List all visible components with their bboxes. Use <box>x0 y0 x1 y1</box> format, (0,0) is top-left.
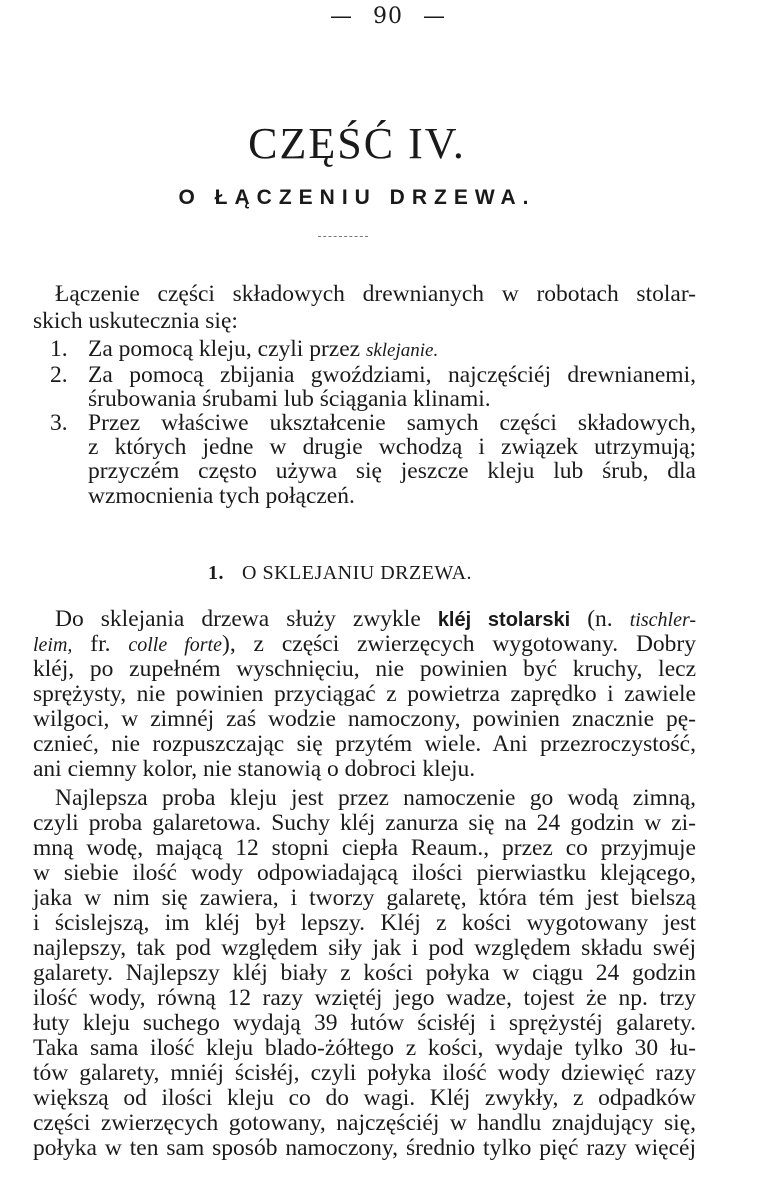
paragraph-line: i ścislejszą, im kléj był lepszy. Kléj z kości wygotowany jest <box>33 910 696 936</box>
paragraph-line: najlepszy, tak pod względem siły jak i pod względem składu swéj <box>33 935 696 961</box>
italic-term: sklejanie. <box>365 340 439 361</box>
intro-line: skich uskutecznia się: <box>33 308 238 334</box>
paragraph-line: w siebie ilość wody odpowiadającą ilości pierwiastku klejącego, <box>33 860 696 886</box>
list-item: Za pomocą kleju, czyli przez sklejanie. <box>88 336 439 362</box>
list-number: 2. <box>50 362 68 388</box>
part-title: CZĘŚĆ IV. <box>248 119 466 168</box>
paragraph-line: Najlepsza proba kleju jest przez namoczenie go wodą zimną, <box>55 785 696 811</box>
paragraph-line: Do sklejania drzewa służy zwykle kléj stolarski (n. tischler- <box>55 606 696 632</box>
paragraph-line: czyli proba galaretowa. Suchy kléj zanurza się na 24 godzin w zi- <box>33 810 696 836</box>
page-number-value: 90 <box>373 4 403 29</box>
paragraph-line: mną wodę, mającą 12 stopni ciepła Reaum., przez co przyjmuje <box>33 835 696 861</box>
list-number: 3. <box>50 410 68 436</box>
paragraph-line: Taka sama ilość kleju blado-żółtego z kości, wydaje tylko 30 łu- <box>33 1035 696 1061</box>
decorative-divider <box>318 236 368 237</box>
section-title: O SKLEJANIU DRZEWA. <box>242 562 473 584</box>
list-item-continued: z których jedne w drugie wchodzą i związek utrzymują; <box>88 434 696 460</box>
paragraph-line: jaka w nim się zawiera, i tworzy galaretę, która tém jest bielszą <box>33 885 696 911</box>
paragraph-line: ilość wody, równą 12 razy wziętéj jego wadze, tojest że np. trzy <box>33 985 696 1011</box>
intro-line: Łączenie części składowych drewnianych w robotach stolar- <box>55 281 696 307</box>
paragraph-line: cznieć, nie rozpuszczając się przytém wiele. Ani przezroczystość, <box>33 731 696 757</box>
list-item: Za pomocą zbijania gwoździami, najczęściéj drewnianemi, <box>88 362 696 388</box>
page-number: — 90 — <box>330 4 446 29</box>
paragraph-line: ani ciemny kolor, nie stanowią o dobroci kleju. <box>33 756 476 782</box>
list-item-continued: śrubowania śrubami lub ściągania klinami. <box>88 386 491 412</box>
paragraph-line: kléj, po zupełném wyschnięciu, nie powinien być kruchy, lecz <box>33 656 696 682</box>
list-item: Przez właściwe ukształcenie samych części składowych, <box>88 410 696 436</box>
paragraph-line: większą od ilości kleju co do wagi. Kléj zwykły, z odpadków <box>33 1085 696 1111</box>
bold-term: kléj stolarski <box>437 609 571 631</box>
list-number: 1. <box>50 336 68 362</box>
paragraph-line: sprężysty, nie powinien przyciągać z powietrza zaprędko i zawiele <box>33 681 696 707</box>
section-heading <box>208 562 472 585</box>
section-number: 1. <box>208 562 224 584</box>
paragraph-line: wilgoci, w zimnéj zaś wodzie namoczony, powinien znacznie pę- <box>33 706 696 732</box>
paragraph-line: łuty kleju suchego wydają 39 łutów ścisłéj i sprężystéj galarety. <box>33 1010 696 1036</box>
paragraph-line: tów galarety, mniéj ścisłéj, czyli połyka ilość wody dziewięć razy <box>33 1060 696 1086</box>
list-item-continued: przyczém często używa się jeszcze kleju lub śrub, dla <box>88 458 696 484</box>
list-item-continued: wzmocnienia tych połączeń. <box>88 483 355 509</box>
paragraph-line: galarety. Najlepszy kléj biały z kości połyka w ciągu 24 godzin <box>33 960 696 986</box>
part-subtitle: O ŁĄCZENIU DRZEWA. <box>178 186 536 209</box>
paragraph-line: połyka w ten sam sposób namoczony, średnio tylko pięć razy więcéj <box>33 1135 696 1161</box>
paragraph-line: leim, fr. colle forte), z części zwierzęcych wygotowany. Dobry <box>33 631 696 657</box>
paragraph-line: części zwierzęcych gotowany, najczęściéj w handlu znajdujący się, <box>33 1110 696 1136</box>
